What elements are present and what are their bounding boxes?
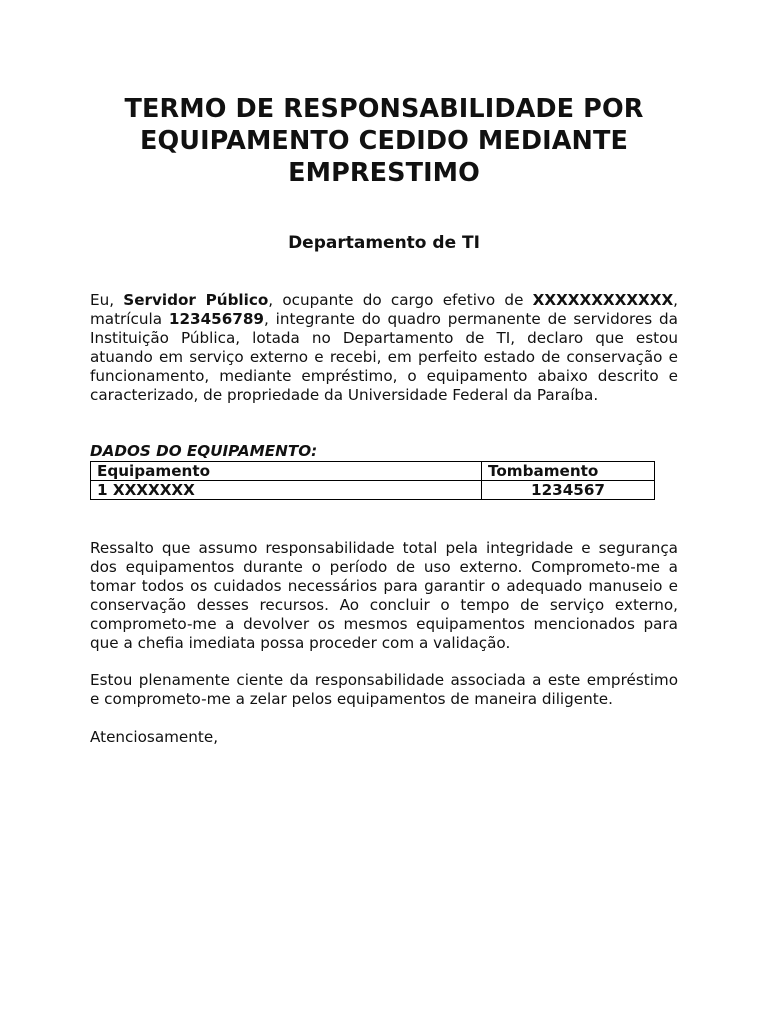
equipment-section-heading: DADOS DO EQUIPAMENTO: [90,442,318,460]
asset-number-cell: 1234567 [482,481,655,500]
text-segment: , ocupante do cargo efetivo de [268,291,533,309]
equipment-table [90,461,655,500]
declaration-paragraph [90,291,678,405]
equipment-cell: 1 XXXXXXX [91,481,482,500]
text-segment: , matrícula [90,291,678,328]
table-header-row [91,462,655,481]
server-name: Servidor Público [123,291,269,309]
awareness-paragraph: Estou plenamente ciente da responsabilidade associada a este empréstimo e comprometo-me a zelar pelos equipamentos de maneira diligente. [90,671,678,708]
text-segment: Eu, [90,291,124,309]
column-header-equipment: Equipamento [91,462,482,481]
registration-number: 123456789 [168,310,264,328]
text-segment: , integrante do quadro permanente de servidores da Instituição Pública, lotada no Departamento de TI, declaro que estou atuando em serviço externo e recebi, em perfeito estado de conservação e funcionamento, mediante empréstimo, o equipamento abaixo descrito e caracterizado, de propriedade da Universidade Federal da Paraíba. [90,310,678,404]
document-title: TERMO DE RESPONSABILIDADE POR EQUIPAMENTO CEDIDO MEDIANTE EMPRESTIMO [124,94,644,188]
document-subtitle: Departamento de TI [288,233,480,253]
column-header-asset-number: Tombamento [482,462,655,481]
position-name: XXXXXXXXXXXX [532,291,674,309]
closing-text: Atenciosamente, [90,728,219,746]
responsibility-paragraph: Ressalto que assumo responsabilidade total pela integridade e segurança dos equipamentos durante o período de uso externo. Comprometo-me a tomar todos os cuidados necessários para garantir o adequado manuseio e conservação desses recursos. Ao concluir o tempo de serviço externo, comprometo-me a devolver os mesmos equipamentos mencionados para que a chefia imediata possa proceder com a validação. [90,539,678,652]
table-row [91,481,655,500]
